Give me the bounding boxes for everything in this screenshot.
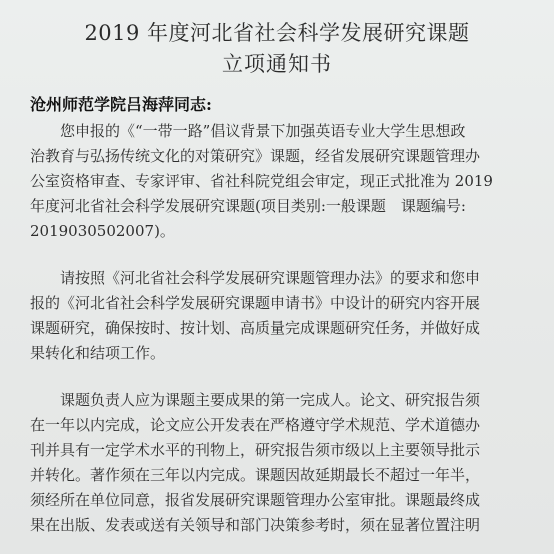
paragraph-line: 果转化和结项工作。 bbox=[30, 344, 166, 362]
paragraph-line: 果在出版、发表或送有关领导和部门决策参考时，须在显著位置注明 bbox=[30, 516, 481, 534]
paragraph-line: 课题负责人应为课题主要成果的第一完成人。论文、研究报告须 bbox=[30, 391, 481, 409]
paragraph-line: 报的《河北省社会科学发展研究课题申请书》中设计的研究内容开展 bbox=[30, 294, 481, 312]
paragraph-approval bbox=[30, 119, 530, 244]
paragraph-line: 公室资格审查、专家评审、省社科院党组会审定，现正式批准为 2019 bbox=[30, 172, 493, 190]
paragraph-line: 您申报的《“一带一路”倡议背景下加强英语专业大学生思想政 bbox=[30, 122, 466, 140]
paragraph-requirements bbox=[30, 266, 530, 366]
paragraph-line: 并转化。著作须在三年以内完成。课题因故延期最长不超过一年半， bbox=[30, 466, 481, 484]
salutation: 沧州师范学院吕海萍同志: bbox=[30, 95, 212, 114]
document-title: 2019 年度河北省社会科学发展研究课题 bbox=[84, 21, 470, 45]
paragraph-line: 年度河北省社会科学发展研究课题(项目类别:一般课题 课题编号: bbox=[30, 197, 466, 215]
paragraph-line: 请按照《河北省社会科学发展研究课题管理办法》的要求和您申 bbox=[30, 269, 481, 287]
paragraph-line: 2019030502007)。 bbox=[30, 222, 175, 240]
paragraph-line: 在一年以内完成，论文应公开发表在严格遵守学术规范、学术道德办 bbox=[30, 416, 481, 434]
document-subtitle: 立项通知书 bbox=[222, 52, 332, 76]
paragraph-responsibilities bbox=[30, 388, 530, 538]
paragraph-line: 刊并具有一定学术水平的刊物上，研究报告须市级以上主要领导批示 bbox=[30, 441, 481, 459]
paragraph-line: 课题研究，确保按时、按计划、高质量完成课题研究任务，并做好成 bbox=[30, 319, 481, 337]
paragraph-line: 治教育与弘扬传统文化的对策研究》课题，经省发展研究课题管理办 bbox=[30, 147, 481, 165]
paragraph-line: 须经所在单位同意，报省发展研究课题管理办公室审批。课题最终成 bbox=[30, 491, 481, 509]
